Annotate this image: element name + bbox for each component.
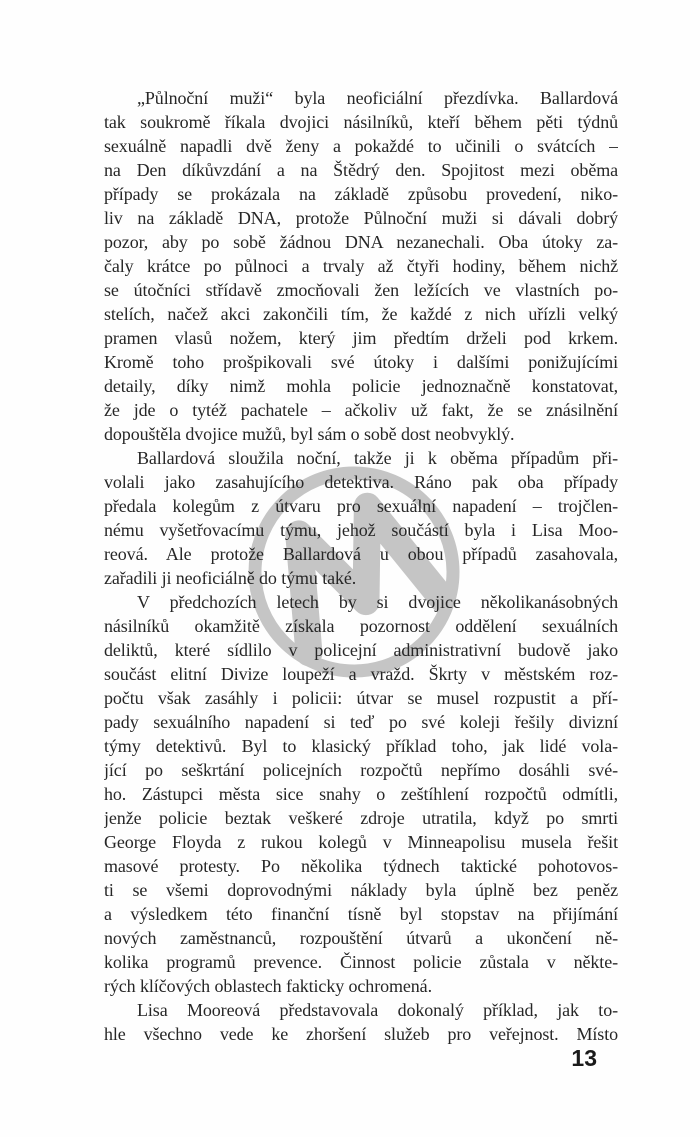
text-line: deliktů, které sídlilo v policejní administrativní budově jako (104, 640, 618, 660)
text-line: počtu však zasáhly i policii: útvar se musel rozpustit a pří- (104, 688, 618, 708)
text-line: George Floyda z rukou kolegů v Minneapolisu musela řešit (104, 832, 618, 852)
text-line: pozor, aby po sobě žádnou DNA nezanechali. Oba útoky za- (104, 232, 618, 252)
text-line: stelích, načež akci zakončili tím, že každé z nich uřízli velký (104, 304, 618, 324)
text-line: volali jako zasahujícího detektiva. Ráno pak oba případy (104, 472, 618, 492)
text-line: jící po seškrtání policejních rozpočtů nepřímo dosáhli své- (104, 760, 618, 780)
text-line: na Den díkůvzdání a na Štědrý den. Spojitost mezi oběma (104, 160, 618, 180)
text-line: masové protesty. Po několika týdnech taktické pohotovos- (104, 856, 618, 876)
text-line: Lisa Mooreová představovala dokonalý příklad, jak to- (137, 1000, 618, 1020)
text-line: týmy detektivů. Byl to klasický příklad toho, jak lidé vola- (104, 736, 618, 756)
page-number: 13 (571, 1045, 597, 1071)
text-line: „Půlnoční muži“ byla neoficiální přezdívka. Ballardová (137, 88, 618, 108)
text-line: se útočníci střídavě zmocňovali žen ležících ve vlastních po- (104, 280, 618, 300)
text-line: případy se prokázala na základě způsobu provedení, niko- (104, 184, 618, 204)
text-line: a výsledkem této finanční tísně byl stopstav na přijímání (104, 904, 618, 924)
text-line: násilníků okamžitě získala pozornost oddělení sexuálních (104, 616, 618, 636)
text-line: Kromě toho prošpikovali své útoky i dalšími ponižujícími (104, 352, 618, 372)
text-line: součást elitní Divize loupeží a vražd. Škrty v městském roz- (104, 664, 618, 684)
text-line: nových zaměstnanců, rozpouštění útvarů a ukončení ně- (104, 928, 618, 948)
text-line: sexuálně napadli dvě ženy a pokaždé to učinili o svátcích – (104, 136, 618, 156)
text-line: že jde o tytéž pachatele – ačkoliv už fakt, že se znásilnění (104, 400, 618, 420)
text-line: reová. Ale protože Ballardová u obou případů zasahovala, (104, 544, 618, 564)
text-line: zařadili ji neoficiálně do týmu také. (104, 568, 357, 588)
text-line: detaily, díky nimž mohla policie jednoznačně konstatovat, (104, 376, 618, 396)
text-line: předala kolegům z útvaru pro sexuální napadení – trojčlen- (104, 496, 618, 516)
text-line: hle všechno vede ke zhoršení služeb pro veřejnost. Místo (104, 1024, 618, 1044)
text-line: pady sexuálního napadení si teď po své koleji řešily divizní (104, 712, 618, 732)
text-block (104, 86, 618, 1046)
text-line: dopouštěla dvojice mužů, byl sám o sobě dost neobvyklý. (104, 424, 515, 444)
text-line: ti se všemi doprovodnými náklady byla úplně bez peněz (104, 880, 618, 900)
text-line: kolika programů prevence. Činnost policie zůstala v někte- (104, 952, 618, 972)
text-line: jenže policie beztak veškeré zdroje utratila, když po smrti (104, 808, 618, 828)
text-line: V předchozích letech by si dvojice několikanásobných (137, 592, 618, 612)
text-line: rých klíčových oblastech fakticky ochromená. (104, 976, 432, 996)
text-line: Ballardová sloužila noční, takže ji k oběma případům při- (137, 448, 618, 468)
text-line: ho. Zástupci města sice snahy o zeštíhlení rozpočtů odmítli, (104, 784, 618, 804)
text-line: pramen vlasů nožem, který jim předtím drželi pod krkem. (104, 328, 618, 348)
text-line: liv na základě DNA, protože Půlnoční muži si dávali dobrý (104, 208, 618, 228)
text-line: čaly krátce po půlnoci a trvaly až čtyři hodiny, během nichž (104, 256, 618, 276)
text-line: nému vyšetřovacímu týmu, jehož součástí byla i Lisa Moo- (104, 520, 618, 540)
text-line: tak soukromě říkala dvojici násilníků, kteří během pěti týdnů (104, 112, 618, 132)
